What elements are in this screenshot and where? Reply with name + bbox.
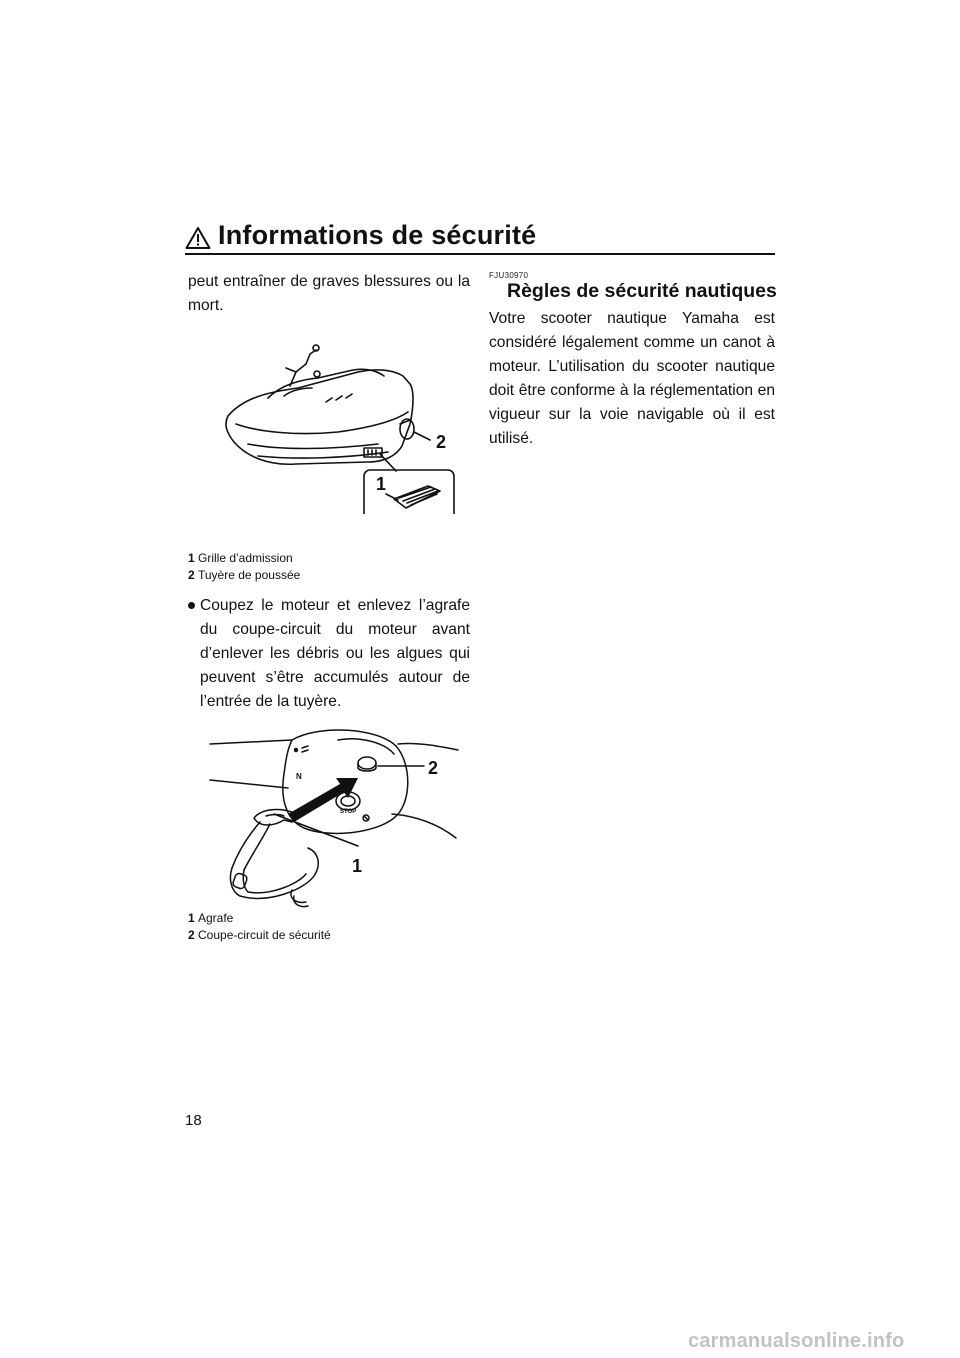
stop-label: STOP [340,809,357,815]
caption-text: Agrafe [198,911,234,925]
callout-1: 1 [376,474,387,494]
warning-triangle-icon [185,226,211,250]
section-code: FJU30970 [489,271,529,280]
shutoff-cord-illustration [188,728,470,908]
caption-text: Tuyère de poussée [198,568,301,582]
neutral-mark: N [296,772,302,781]
caption-text: Grille d’admission [198,551,293,565]
caption-number: 1 [188,551,195,565]
section-title: Règles de sécurité nautiques [507,280,777,302]
caption-number: 2 [188,568,195,582]
callout-1: 1 [352,856,363,876]
page-title: Informations de sécurité [218,220,537,250]
bullet-text: Coupez le moteur et enlevez l’agrafe du coupe-circuit du moteur avant d’enlever les débris ou les algues qui peuvent s’être accumulés autour de l’entrée de la tuyère. [200,597,470,710]
bullet-item [188,594,470,714]
footer-watermark: carmanualsonline.info [688,1330,905,1352]
bullet-dot [188,602,195,609]
watercraft-illustration [188,328,470,514]
page-number: 18 [185,1112,202,1129]
figure-watercraft-intake [188,328,470,514]
page-header [185,222,775,258]
section-body: Votre scooter nautique Yamaha est considéré légalement comme un canot à moteur. L’utilisation du scooter nautique doit être conforme à la réglementation en vigueur sur la voie navigable où il est utilisé. [489,310,775,447]
header-divider [185,253,775,255]
intro-text: peut entraîner de graves blessures ou la mort. [188,273,470,314]
right-column [489,270,775,451]
caption-number: 2 [188,928,195,942]
figure-shutoff-cord [188,728,470,908]
callout-2: 2 [428,758,439,778]
caption-number: 1 [188,911,195,925]
caption-line [188,567,470,584]
caption-line [188,927,470,944]
callout-2: 2 [436,432,447,452]
caption-line [188,550,470,567]
caption-text: Coupe-circuit de sécurité [198,928,331,942]
caption-line [188,910,470,927]
left-column [188,270,470,944]
